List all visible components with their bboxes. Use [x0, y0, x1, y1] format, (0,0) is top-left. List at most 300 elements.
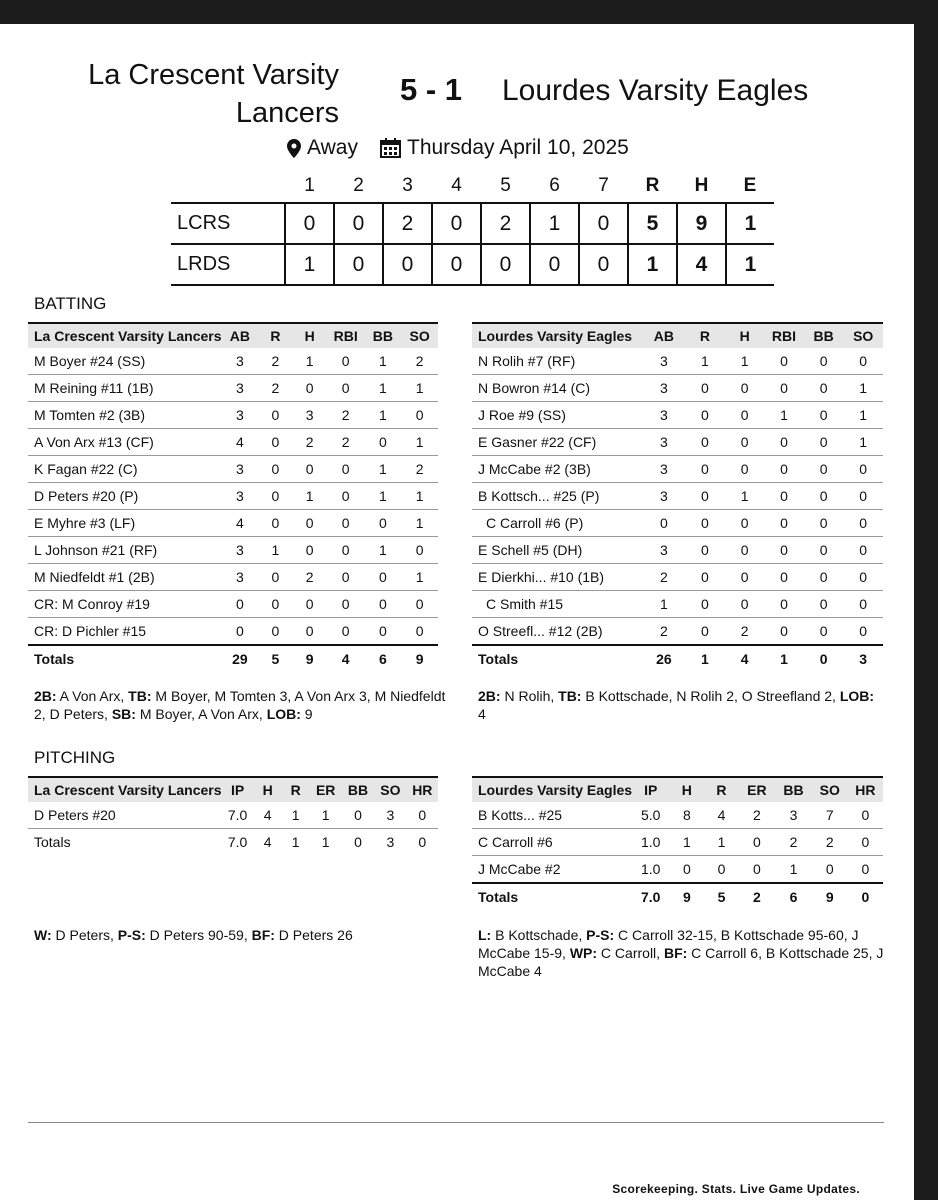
stat-value: 0: [685, 564, 726, 591]
stat-value: 1: [401, 483, 438, 510]
stat-value: 2: [401, 456, 438, 483]
total-hits: 9: [677, 203, 726, 244]
away-pitching-notes: [478, 926, 888, 980]
stat-value: 3: [293, 402, 327, 429]
player-name: C Smith #15: [472, 591, 643, 618]
stat-value: 0: [804, 429, 844, 456]
player-row: [28, 348, 438, 375]
inning-header: 7: [598, 175, 609, 196]
player-row: [472, 537, 883, 564]
note-text: 4: [478, 706, 486, 722]
stat-value: 0: [764, 618, 804, 646]
stat-value: 2: [327, 429, 365, 456]
line-score-row-home: [171, 203, 774, 244]
stat-value: 3: [222, 564, 259, 591]
total-value: 1: [764, 645, 804, 672]
stat-value: 1: [775, 856, 812, 884]
player-row: [472, 483, 883, 510]
stat-value: 0: [804, 510, 844, 537]
away-pitching-table: [472, 776, 883, 910]
inning-header: 5: [500, 175, 511, 196]
box-score-page: [0, 24, 914, 1200]
stat-value: 3: [643, 402, 684, 429]
total-value: 1: [685, 645, 726, 672]
player-name: CR: M Conroy #19: [28, 591, 222, 618]
total-value: 0: [418, 834, 427, 850]
map-pin-icon: [287, 139, 301, 158]
inning-score: 2: [383, 203, 432, 244]
note-label: LOB:: [266, 706, 301, 722]
note-text: D Peters 90-59,: [145, 927, 252, 943]
inning-score: 1: [285, 244, 334, 285]
away-batting-table: [472, 322, 883, 672]
total-value: 7.0: [632, 883, 669, 910]
stat-value: 0: [725, 429, 764, 456]
inning-header: 4: [451, 175, 462, 196]
stat-value: 0: [293, 618, 327, 646]
column-header-r: R: [704, 777, 738, 802]
stat-value: 0: [258, 564, 292, 591]
note-text: M Boyer, A Von Arx,: [135, 706, 267, 722]
stat-value: 0: [258, 429, 292, 456]
batting-section-title: BATTING: [34, 294, 107, 313]
note-label: P-S:: [586, 927, 615, 943]
inning-score: 0: [334, 244, 383, 285]
note-text: C Carroll 6, B Kottschade 25, J McCabe 4: [478, 945, 884, 979]
stat-value: 4: [704, 802, 738, 829]
stat-value: 0: [764, 510, 804, 537]
stat-value: 3: [222, 483, 259, 510]
column-header-rbi: RBI: [327, 323, 365, 348]
stat-value: 0: [843, 456, 883, 483]
player-row: [472, 591, 883, 618]
stat-value: 2: [643, 564, 684, 591]
line-score-row-away: [171, 244, 774, 285]
totals-label: Totals: [34, 834, 71, 850]
stat-value: 0: [258, 618, 292, 646]
player-row: [28, 591, 438, 618]
footer-tagline: Scorekeeping. Stats. Live Game Updates.: [612, 1182, 860, 1196]
stat-value: 2: [725, 618, 764, 646]
stat-value: 0: [643, 510, 684, 537]
stat-value: 0: [685, 618, 726, 646]
stat-value: 0: [222, 618, 259, 646]
stat-value: 0: [669, 856, 704, 884]
pitching-section-title: PITCHING: [34, 748, 116, 767]
total-errors: 1: [726, 203, 774, 244]
total-value: 2: [739, 883, 776, 910]
player-row: [472, 829, 883, 856]
errors-header: E: [743, 175, 757, 196]
stat-value: 0: [725, 564, 764, 591]
total-value: 5: [258, 645, 292, 672]
note-label: TB:: [128, 688, 152, 704]
player-name: M Niedfeldt #1 (2B): [28, 564, 222, 591]
stat-value: 0: [848, 856, 883, 884]
total-value: 7.0: [227, 834, 248, 850]
inning-score: 2: [481, 203, 530, 244]
note-label: P-S:: [117, 927, 146, 943]
team-name-header: Lourdes Varsity Eagles: [472, 777, 632, 802]
stat-value: 3: [643, 375, 684, 402]
note-label: W:: [34, 927, 52, 943]
stat-value: 1: [310, 802, 342, 829]
total-runs: 5: [628, 203, 677, 244]
stat-value: 0: [843, 483, 883, 510]
note-label: BF:: [251, 927, 275, 943]
totals-row: [472, 645, 883, 672]
stat-value: 2: [293, 564, 327, 591]
inning-score: 0: [579, 244, 628, 285]
stat-value: 0: [804, 483, 844, 510]
stat-value: 2: [812, 829, 848, 856]
stat-value: 0: [401, 591, 438, 618]
stat-value: 2: [643, 618, 684, 646]
column-header-rbi: RBI: [764, 323, 804, 348]
calendar-icon: [380, 138, 401, 158]
note-text: N Rolih,: [500, 688, 559, 704]
stat-value: 3: [643, 483, 684, 510]
stat-value: 0: [327, 537, 365, 564]
stat-value: 0: [804, 456, 844, 483]
stat-value: 2: [739, 802, 776, 829]
away-batting-notes: [478, 687, 878, 723]
inning-score: 0: [579, 203, 628, 244]
inning-score: 0: [481, 244, 530, 285]
player-name: M Tomten #2 (3B): [28, 402, 222, 429]
stat-value: 0: [327, 564, 365, 591]
game-date: Thursday April 10, 2025: [407, 136, 629, 159]
stat-value: 1: [764, 402, 804, 429]
player-name: D Peters #20 (P): [28, 483, 222, 510]
player-name: M Reining #11 (1B): [28, 375, 222, 402]
team-name-header: La Crescent Varsity Lancers: [28, 777, 222, 802]
stat-value: 0: [725, 537, 764, 564]
column-header-er: ER: [310, 777, 342, 802]
player-name: K Fagan #22 (C): [28, 456, 222, 483]
stat-header-row: [28, 323, 438, 348]
total-value: 29: [222, 645, 259, 672]
column-header-hr: HR: [407, 777, 438, 802]
stat-value: 3: [643, 348, 684, 375]
player-row: [472, 456, 883, 483]
stat-value: 0: [764, 591, 804, 618]
stat-value: 0: [293, 537, 327, 564]
stat-value: 0: [327, 456, 365, 483]
stat-value: 2: [258, 348, 292, 375]
inning-score: 0: [334, 203, 383, 244]
stat-value: 0: [293, 510, 327, 537]
stat-value: 0: [725, 375, 764, 402]
column-header-bb: BB: [365, 323, 402, 348]
note-text: B Kottschade,: [491, 927, 587, 943]
note-label: LOB:: [839, 688, 875, 704]
stat-value: 0: [764, 483, 804, 510]
player-row: [28, 537, 438, 564]
total-hits: 4: [677, 244, 726, 285]
runs-header: R: [645, 175, 660, 196]
stat-value: 7: [812, 802, 848, 829]
stat-value: 0: [843, 348, 883, 375]
inning-score: 0: [285, 203, 334, 244]
stat-value: 0: [685, 483, 726, 510]
player-name: M Boyer #24 (SS): [28, 348, 222, 375]
totals-label: Totals: [472, 883, 632, 910]
column-header-bb: BB: [775, 777, 812, 802]
column-header-r: R: [258, 323, 292, 348]
player-row: [472, 429, 883, 456]
stat-value: 0: [401, 537, 438, 564]
stat-value: 1: [643, 591, 684, 618]
stat-value: 0: [764, 348, 804, 375]
stat-value: 3: [643, 429, 684, 456]
total-value: 1: [321, 834, 330, 850]
totals-row: [472, 883, 883, 910]
stat-value: 0: [365, 618, 402, 646]
totals-row: [28, 645, 438, 672]
note-label: 2B:: [478, 688, 501, 704]
stat-value: 1: [725, 483, 764, 510]
footer-divider: [28, 1122, 884, 1123]
player-row: [472, 375, 883, 402]
stat-value: 0: [739, 829, 776, 856]
note-text: M Boyer, M Tomten 3, A Von Arx 3, M Niedfeldt 2, D Peters,: [34, 688, 446, 722]
stat-value: 0: [327, 618, 365, 646]
stat-value: 0: [327, 348, 365, 375]
player-name: O Streefl... #12 (2B): [472, 618, 643, 646]
stat-value: 0: [804, 537, 844, 564]
stat-value: 3: [222, 537, 259, 564]
stat-value: 0: [843, 591, 883, 618]
column-header-ip: IP: [222, 777, 254, 802]
total-value: 0: [354, 834, 362, 850]
stat-value: 0: [222, 591, 259, 618]
total-value: 1: [291, 834, 300, 850]
total-errors: 1: [726, 244, 774, 285]
final-score: 5 - 1: [400, 72, 463, 107]
column-header-so: SO: [812, 777, 848, 802]
note-label: SB:: [111, 706, 136, 722]
player-row: [472, 510, 883, 537]
column-header-bb: BB: [342, 777, 374, 802]
total-value: 6: [365, 645, 402, 672]
stat-value: 0: [725, 402, 764, 429]
note-label: L:: [478, 927, 492, 943]
away-team-name: Lourdes Varsity Eagles: [502, 74, 809, 107]
player-name: A Von Arx #13 (CF): [28, 429, 222, 456]
player-name: J McCabe #2: [472, 856, 632, 884]
stat-value: 1: [669, 829, 704, 856]
player-row: [472, 802, 883, 829]
player-row: [472, 856, 883, 884]
player-name: B Kottsch... #25 (P): [472, 483, 643, 510]
column-header-r: R: [685, 323, 726, 348]
stat-value: 0: [685, 402, 726, 429]
home-pitching-table: [28, 776, 438, 855]
column-header-so: SO: [374, 777, 406, 802]
player-name: D Peters #20: [28, 802, 222, 829]
stat-value: 0: [327, 510, 365, 537]
stat-value: 0: [685, 510, 726, 537]
stat-value: 0: [812, 856, 848, 884]
stat-value: 0: [258, 591, 292, 618]
stat-value: 1: [401, 429, 438, 456]
stat-value: 0: [848, 829, 883, 856]
total-value: 3: [843, 645, 883, 672]
home-team-name: La Crescent Varsity Lancers: [88, 59, 339, 129]
stat-value: 1: [365, 402, 402, 429]
total-value: 9: [293, 645, 327, 672]
stat-header-row: [472, 777, 883, 802]
player-name: C Carroll #6: [472, 829, 632, 856]
player-name: E Schell #5 (DH): [472, 537, 643, 564]
stat-value: 2: [401, 348, 438, 375]
total-value: 9: [401, 645, 438, 672]
stat-value: 1: [365, 483, 402, 510]
stat-value: 1: [293, 348, 327, 375]
stat-value: 0: [258, 456, 292, 483]
player-name: J McCabe #2 (3B): [472, 456, 643, 483]
note-label: BF:: [663, 945, 688, 961]
note-text: B Kottschade, N Rolih 2, O Streefland 2,: [581, 688, 840, 704]
stat-value: 1.0: [632, 856, 669, 884]
stat-value: 0: [764, 564, 804, 591]
stat-value: 0: [764, 537, 804, 564]
stat-value: 0: [685, 456, 726, 483]
player-row: [28, 456, 438, 483]
stat-value: 3: [222, 348, 259, 375]
stat-value: 1: [725, 348, 764, 375]
inning-header: 2: [353, 175, 364, 196]
home-batting-table: [28, 322, 438, 672]
stat-value: 3: [775, 802, 812, 829]
total-value: 3: [386, 834, 395, 850]
total-value: 0: [804, 645, 844, 672]
stat-value: 0: [843, 537, 883, 564]
stat-value: 3: [222, 375, 259, 402]
stat-value: 0: [848, 802, 883, 829]
stat-value: 0: [327, 375, 365, 402]
stat-value: 3: [374, 802, 406, 829]
total-value: 9: [812, 883, 848, 910]
location-label: Away: [307, 136, 358, 159]
stat-value: 0: [365, 591, 402, 618]
stat-value: 0: [293, 456, 327, 483]
inning-score: 0: [432, 203, 481, 244]
player-name: J Roe #9 (SS): [472, 402, 643, 429]
stat-value: 0: [401, 402, 438, 429]
column-header-ab: AB: [222, 323, 259, 348]
column-header-h: H: [293, 323, 327, 348]
stat-value: 0: [804, 591, 844, 618]
total-value: 26: [643, 645, 684, 672]
stat-value: 1: [365, 537, 402, 564]
stat-value: 1: [685, 348, 726, 375]
note-text: D Peters 26: [274, 927, 353, 943]
stat-value: 3: [643, 537, 684, 564]
stat-value: 1: [401, 510, 438, 537]
location-info: [287, 136, 358, 160]
player-row: [472, 402, 883, 429]
stat-header-row: [472, 323, 883, 348]
stat-value: 0: [764, 456, 804, 483]
stat-value: 0: [804, 564, 844, 591]
total-value: 4: [725, 645, 764, 672]
inning-score: 0: [383, 244, 432, 285]
note-text: C Carroll,: [597, 945, 664, 961]
stat-value: 0: [327, 591, 365, 618]
stat-value: 1.0: [632, 829, 669, 856]
stat-value: 0: [293, 591, 327, 618]
player-name: CR: D Pichler #15: [28, 618, 222, 646]
stat-value: 1: [401, 564, 438, 591]
team-name-header: Lourdes Varsity Eagles: [472, 323, 643, 348]
inning-header: 1: [304, 175, 315, 196]
stat-value: 4: [222, 429, 259, 456]
stat-header-row: [28, 777, 438, 802]
stat-value: 0: [365, 429, 402, 456]
player-name: L Johnson #21 (RF): [28, 537, 222, 564]
player-row: [28, 375, 438, 402]
column-header-hr: HR: [848, 777, 883, 802]
stat-value: 0: [843, 510, 883, 537]
total-value: 0: [848, 883, 883, 910]
player-row: [28, 402, 438, 429]
stat-value: 0: [365, 564, 402, 591]
totals-label: Totals: [28, 645, 222, 672]
column-header-ip: IP: [632, 777, 669, 802]
stat-value: 0: [685, 375, 726, 402]
player-name: E Dierkhi... #10 (1B): [472, 564, 643, 591]
column-header-so: SO: [401, 323, 438, 348]
stat-value: 4: [222, 510, 259, 537]
stat-value: 0: [685, 537, 726, 564]
stat-value: 0: [342, 802, 374, 829]
stat-value: 0: [843, 618, 883, 646]
inning-score: 0: [432, 244, 481, 285]
stat-value: 0: [258, 483, 292, 510]
stat-value: 0: [365, 510, 402, 537]
total-value: 9: [669, 883, 704, 910]
stat-value: 0: [258, 510, 292, 537]
team-name-header: La Crescent Varsity Lancers: [28, 323, 222, 348]
stat-value: 8: [669, 802, 704, 829]
stat-value: 1: [282, 802, 310, 829]
player-row: [472, 348, 883, 375]
player-row: [28, 618, 438, 646]
note-text: A Von Arx,: [56, 688, 129, 704]
player-name: N Rolih #7 (RF): [472, 348, 643, 375]
stat-value: 2: [293, 429, 327, 456]
team-abbrev: LCRS: [177, 212, 231, 234]
note-text: C Carroll 32-15, B Kottschade 95-60, J McCabe 15-9,: [478, 927, 859, 961]
column-header-r: R: [282, 777, 310, 802]
inning-score: 0: [530, 244, 579, 285]
column-header-h: H: [725, 323, 764, 348]
stat-value: 0: [725, 456, 764, 483]
column-header-er: ER: [739, 777, 776, 802]
stat-value: 1: [401, 375, 438, 402]
stat-value: 4: [254, 802, 282, 829]
player-row: [28, 483, 438, 510]
column-header-ab: AB: [643, 323, 684, 348]
date-info: [380, 136, 629, 160]
stat-value: 0: [685, 591, 726, 618]
total-value: 5: [704, 883, 738, 910]
player-name: B Kotts... #25: [472, 802, 632, 829]
stat-value: 2: [327, 402, 365, 429]
player-row: [472, 618, 883, 646]
